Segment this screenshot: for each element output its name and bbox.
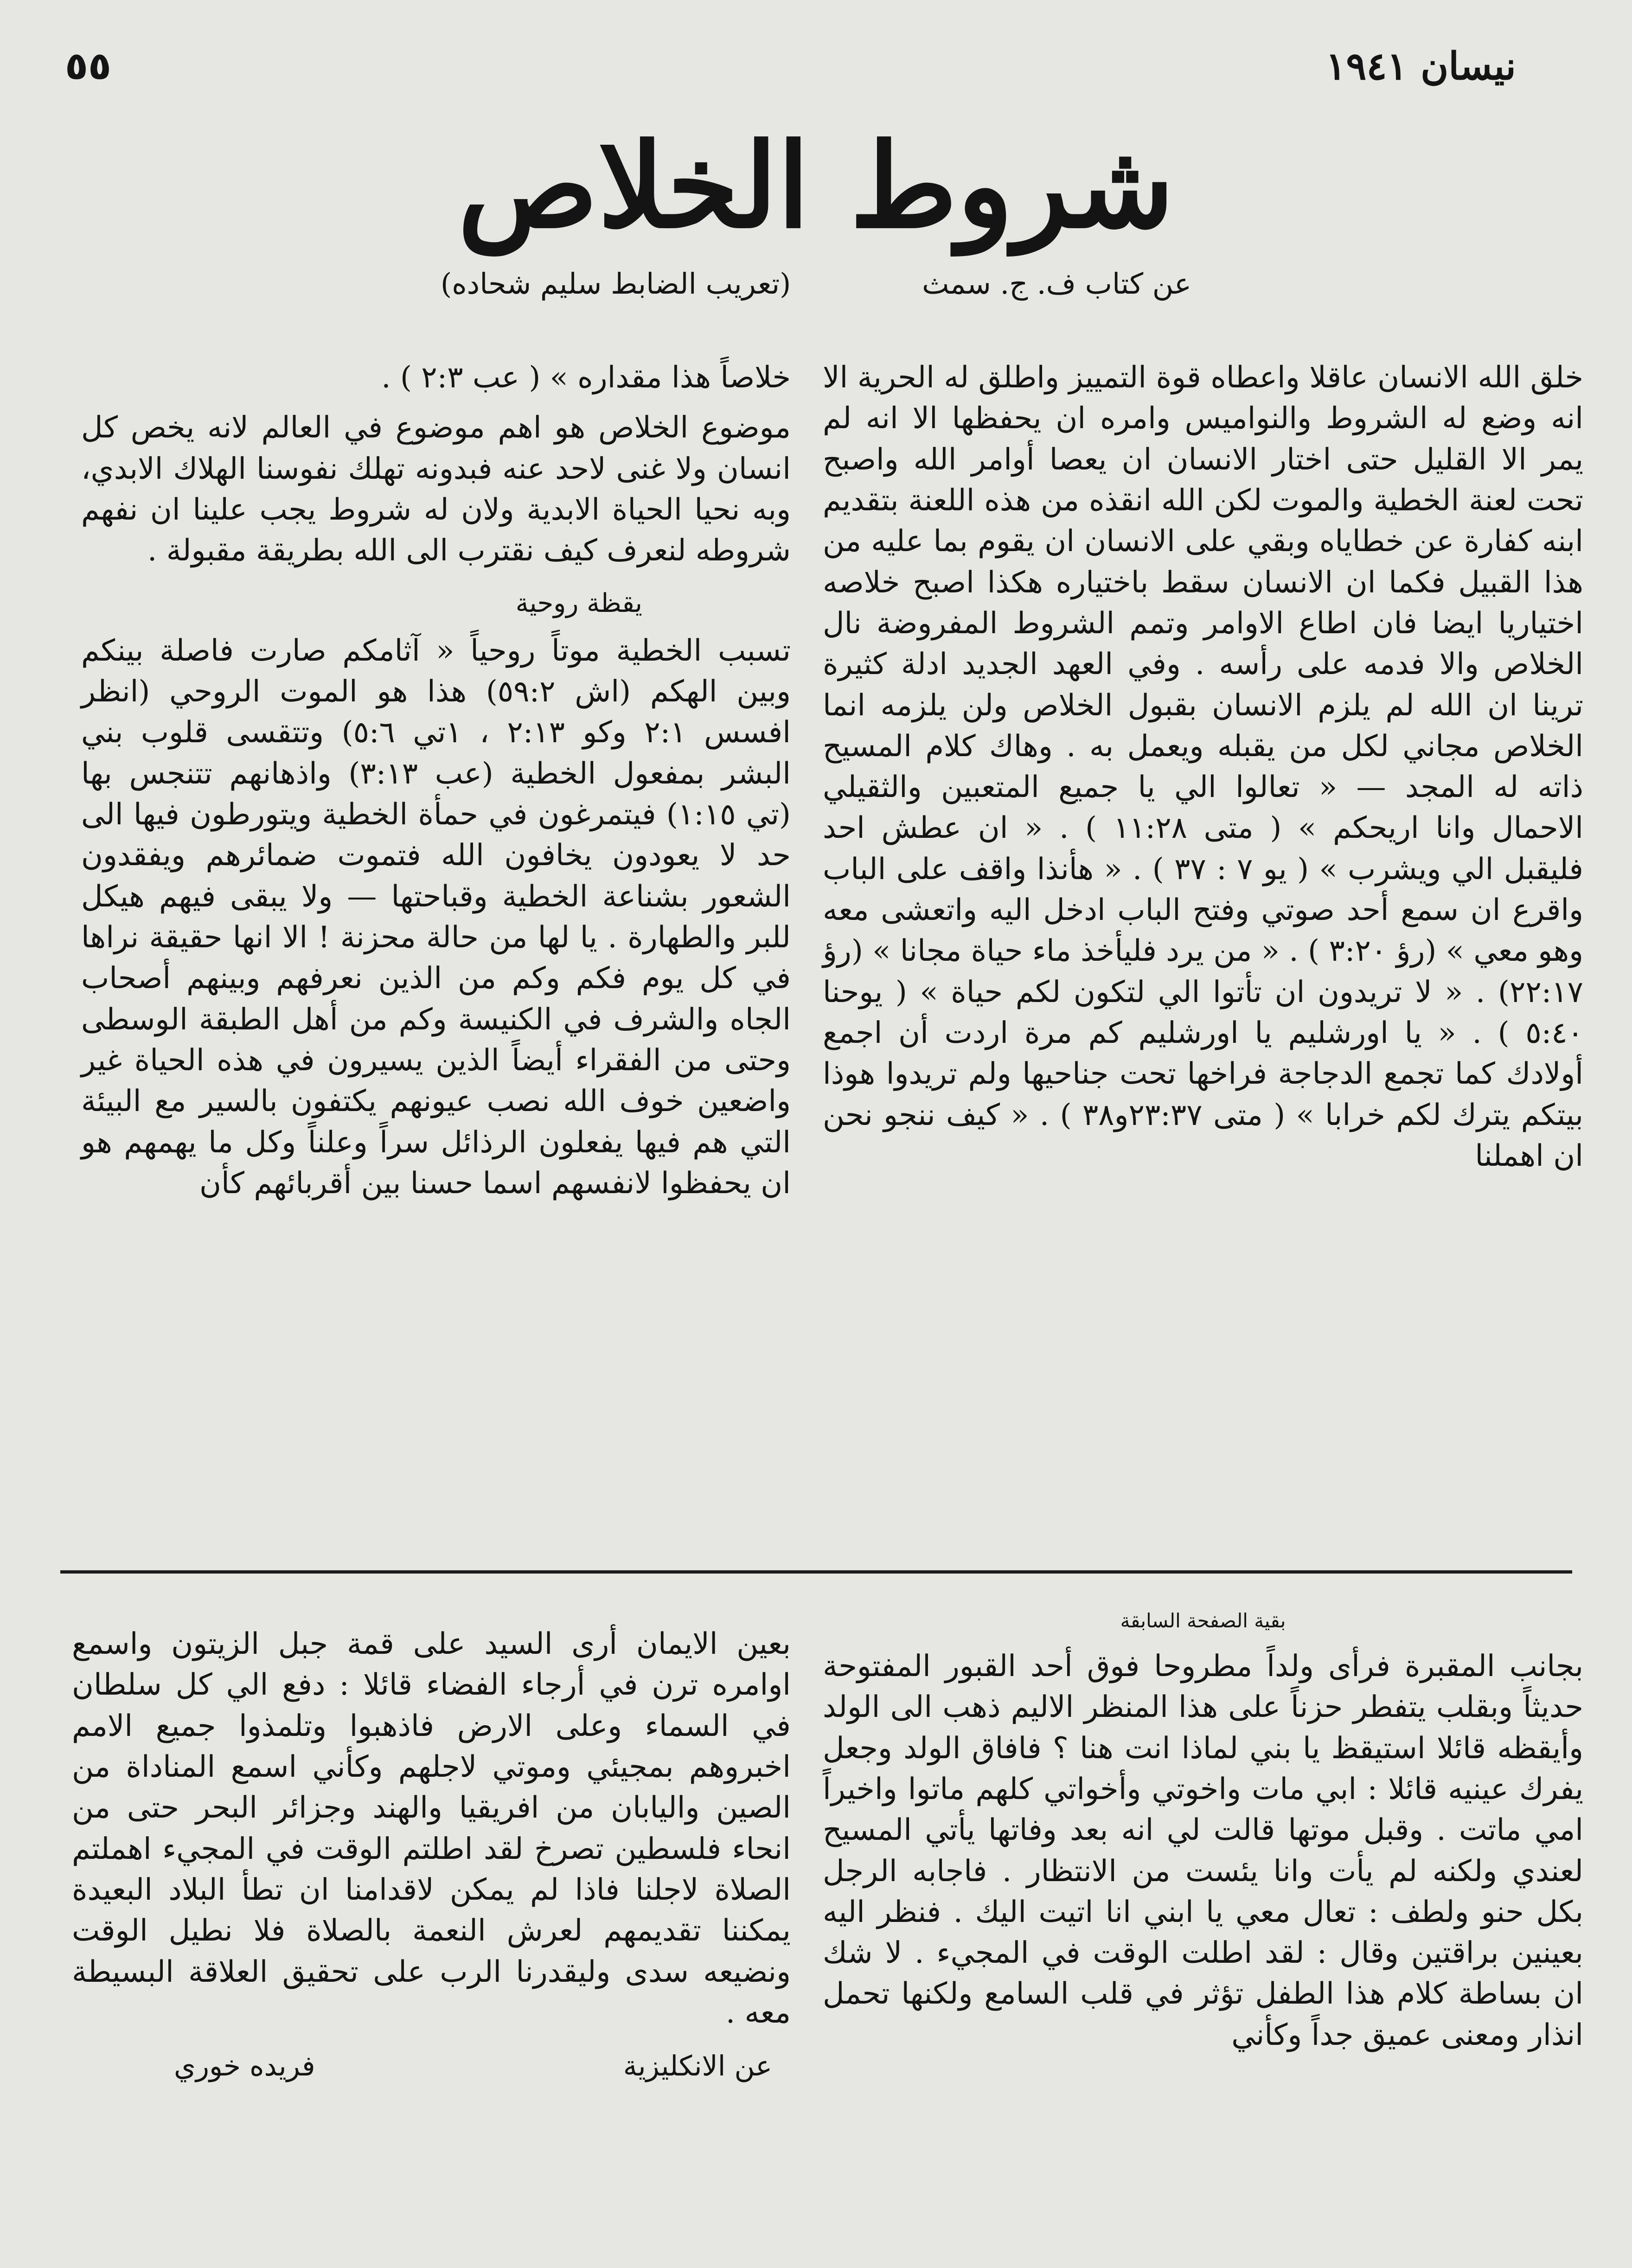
signoff [72, 2047, 791, 2086]
page-number: ٥٥ [65, 44, 112, 88]
article-paragraph: موضوع الخلاص هو اهم موضوع في العالم لانه يخص كل انسان ولا غنى لاحد عنه فبدونه تهلك نفوسنا الهلاك الابدي، وبه نحيا الحياة الابدية ولان له شروط يجب علينا ان نفهم شروطه لنعرف كيف نقترب الى الله بطريقة مقبولة . [81, 411, 791, 568]
signoff-source: عن الانكليزية [623, 2050, 772, 2083]
article-column-left [81, 357, 791, 1204]
section-subheading: يقظة روحية [515, 588, 642, 618]
article-paragraph: تسبب الخطية موتاً روحياً « آثامكم صارت فاصلة بينكم وبين الهكم (اش ٥٩:٢) هذا هو الموت الروحي (انظر افسس ٢:١ وكو ٢:١٣ ، ١تي ٥:٦) وتتقسى قلوب بني البشر بمفعول الخطية (عب ٣:١٣) واذهانهم تتنجس بها (تي ١:١٥) فيتمرغون في حمأة الخطية ويتورطون فيها الى حد لا يعودون يخافون الله فتموت ضمائرهم ويفقدون الشعور بشناعة الخطية وقباحتها — ولا يبقى فيهم هيكل للبر والطهارة . يا لها من حالة محزنة ! الا انها حقيقة نراها في كل يوم فكم وكم من الذين نعرفهم وبينهم أصحاب الجاه والشرف في الكنيسة وكم من أهل الطبقة الوسطى وحتى من الفقراء أيضاً الذين يسيرون في هذه الحياة غير واضعين خوف الله نصب عيونهم يكتفون بالسير مع البيئة التي هم فيها يفعلون الرذائل سراً وعلناً وكل ما يهمهم هو ان يحفظوا لانفسهم اسما حسنا بين أقربائهم كأن [81, 633, 791, 1201]
continued-paragraph: بجانب المقبرة فرأى ولداً مطروحا فوق أحد القبور المفتوحة حديثاً وبقلب يتفطر حزناً على هذا المنظر الاليم ذهب الى الولد وأيقظه قائلا استيقظ يا بني لماذا انت هنا ؟ فافاق الولد وجعل يفرك عينيه قائلا : ابي مات واخوتي وأخواتي كلهم ماتوا واخيراً امي ماتت . وقبل موتها قالت لي انه بعد وفاتها يأتي المسيح لعندي ولكنه لم يأت وانا يئست من الانتظار . فاجابه الرجل بكل حنو ولطف : تعال معي يا ابني انا اتيت اليك . فنظر اليه بعينين براقتين وقال : لقد اطلت الوقت في المجيء . لا شك ان بساطة كلام هذا الطفل تؤثر في قلب السامع ولكنها تحمل انذار ومعنى عميق جداً وكأني [823, 1649, 1584, 2052]
article-title: شروط الخلاص [458, 117, 1174, 254]
article-paragraph: خلاصاً هذا مقداره » ( عب ٢:٣ ) . [381, 360, 791, 395]
continued-column-left [72, 1624, 791, 2086]
continued-note: بقية الصفحة السابقة [1120, 1609, 1286, 1632]
article-paragraph: خلق الله الانسان عاقلا واعطاه قوة التمييز واطلق له الحرية الا انه وضع له الشروط والنواميس وامره ان يحفظها الا انه لم يمر الا القليل حتى اختار الانسان ان يعصا أوامر الله واصبح تحت لعنة الخطية والموت لكن الله انقذه من هذه اللعنة بتقديم ابنه كفارة عن خطاياه وبقي على الانسان ان يقوم بما عليه من هذا القبيل فكما ان الانسان سقط باختياره هكذا اصبح خلاصه اختياريا ايضا فان اطاع الاوامر وتمم الشروط المفروضة نال الخلاص والا فدمه على رأسه . وفي العهد الجديد ادلة كثيرة ترينا ان الله لم يلزم الانسان بقبول الخلاص ولن يلزمه انما الخلاص مجاني لكل من يقبله ويعمل به . وهاك كلام المسيح ذاته له المجد — « تعالوا الي يا جميع المتعبين والثقيلي الاحمال وانا اريحكم » ( متى ١١:٢٨ ) . « ان عطش احد فليقبل الي ويشرب » ( يو ٧ : ٣٧ ) . « هأنذا واقف على الباب واقرع ان سمع أحد صوتي وفتح الباب ادخل اليه واتعشى معه وهو معي » (رؤ ٣:٢٠ ) . « من يرد فليأخذ ماء حياة مجانا » (رؤ ٢٢:١٧) . « لا تريدون ان تأتوا الي لتكون لكم حياة » ( يوحنا ٥:٤٠ ) . « يا اورشليم يا اورشليم كم مرة اردت أن اجمع أولادك كما تجمع الدجاجة فراخها تحت جناحيها ولم تريدوا هوذا بيتكم يترك لكم خرابا » ( متى ٢٣:٣٧و٣٨ ) . « كيف ننجو نحن ان اهملنا [823, 360, 1584, 1173]
article-column-right [823, 357, 1583, 1176]
article-translator: (تعريب الضابط سليم شحاده) [441, 267, 791, 301]
continued-column-right [823, 1607, 1583, 2056]
section-divider [60, 1570, 1572, 1574]
signoff-author: فريده خوري [174, 2050, 315, 2083]
page-date: نيسان ١٩٤١ [1325, 44, 1516, 89]
continued-paragraph: بعين الايمان أرى السيد على قمة جبل الزيتون واسمع اوامره ترن في أرجاء الفضاء قائلا : دفع الي كل سلطان في السماء وعلى الارض فاذهبوا وتلمذوا جميع الامم اخبروهم بمجيئي وموتي لاجلهم وكأني اسمع المناداة من الصين واليابان من افريقيا والهند وجزائر البحر حتى من انحاء فلسطين تصرخ لقد اطلتم الوقت في المجيء اهملتم الصلاة لاجلنا فاذا لم يمكن لاقدامنا ان تطأ البلاد البعيدة يمكننا تقديمهم لعرش النعمة بالصلاة فلا نطيل الوقت ونضيعه سدى وليقدرنا الرب على تحقيق العلاقة البسيطة معه . [72, 1627, 791, 2030]
article-source: عن كتاب ف. ج. سمث [922, 267, 1191, 301]
